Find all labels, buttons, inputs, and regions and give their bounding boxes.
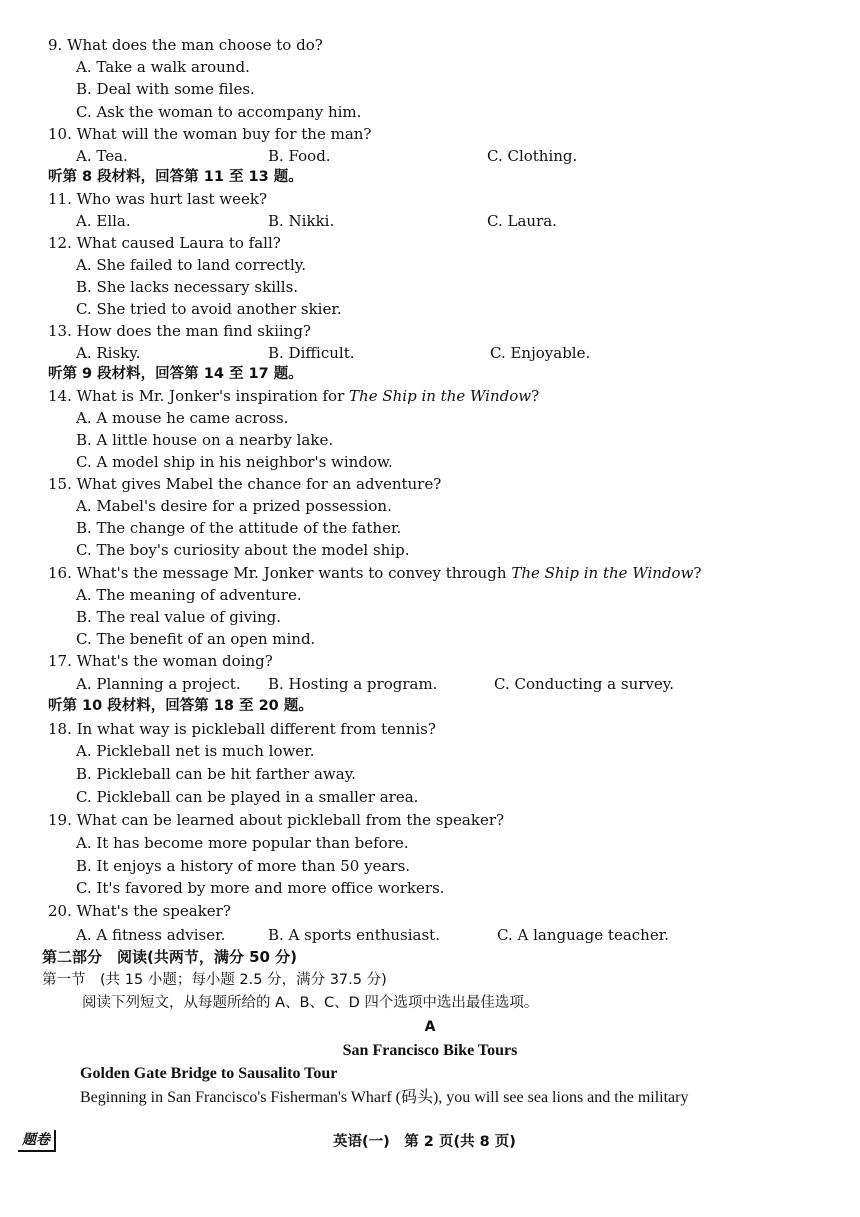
- answer-sheet-stamp: 题卷: [18, 1130, 56, 1152]
- section-header-8: 听第 8 段材料，回答第 11 至 13 题。: [48, 169, 303, 185]
- section-one-title: 第一节 (共 15 小题；每小题 2.5 分，满分 37.5 分): [42, 972, 387, 988]
- question-15: 15. What gives Mabel the chance for an adventure?: [48, 475, 442, 493]
- option-11b: B. Nikki.: [268, 212, 335, 230]
- option-16a: A. The meaning of adventure.: [76, 586, 302, 604]
- option-17b: B. Hosting a program.: [268, 675, 438, 693]
- option-20c: C. A language teacher.: [497, 926, 670, 944]
- tour-title: Golden Gate Bridge to Sausalito Tour: [80, 1065, 338, 1082]
- option-18a: A. Pickleball net is much lower.: [76, 742, 315, 760]
- option-19c: C. It's favored by more and more office workers.: [76, 879, 445, 897]
- option-13a: A. Risky.: [76, 344, 141, 362]
- question-16: [48, 562, 701, 584]
- section-header-9: 听第 9 段材料，回答第 14 至 17 题。: [48, 366, 303, 382]
- option-18b: B. Pickleball can be hit farther away.: [76, 765, 356, 783]
- passage-title: San Francisco Bike Tours: [342, 1042, 518, 1059]
- option-14b: B. A little house on a nearby lake.: [76, 431, 334, 449]
- option-20b: B. A sports enthusiast.: [268, 926, 440, 944]
- option-9b: B. Deal with some files.: [76, 80, 255, 98]
- option-17c: C. Conducting a survey.: [494, 675, 675, 693]
- passage-letter: A: [424, 1019, 436, 1035]
- section-header-10: 听第 10 段材料，回答第 18 至 20 题。: [48, 698, 313, 714]
- question-14-mark: ?: [531, 387, 540, 405]
- question-19: 19. What can be learned about pickleball from the speaker?: [48, 811, 505, 829]
- page-number: 英语(一) 第 2 页(共 8 页): [333, 1134, 516, 1150]
- option-9a: A. Take a walk around.: [76, 58, 250, 76]
- option-13b: B. Difficult.: [268, 344, 355, 362]
- option-14a: A. A mouse he came across.: [76, 409, 289, 427]
- option-15c: C. The boy's curiosity about the model ship.: [76, 541, 410, 559]
- option-12a: A. She failed to land correctly.: [76, 256, 307, 274]
- question-12: 12. What caused Laura to fall?: [48, 234, 281, 252]
- reading-instruction: 阅读下列短文，从每题所给的 A、B、C、D 四个选项中选出最佳选项。: [82, 995, 539, 1011]
- option-12b: B. She lacks necessary skills.: [76, 278, 299, 296]
- option-17a: A. Planning a project.: [76, 675, 241, 693]
- option-16b: B. The real value of giving.: [76, 608, 281, 626]
- option-11c: C. Laura.: [487, 212, 557, 230]
- option-16c: C. The benefit of an open mind.: [76, 630, 316, 648]
- option-10c: C. Clothing.: [487, 147, 578, 165]
- option-15b: B. The change of the attitude of the father.: [76, 519, 402, 537]
- option-18c: C. Pickleball can be played in a smaller area.: [76, 788, 419, 806]
- option-14c: C. A model ship in his neighbor's window.: [76, 453, 393, 471]
- question-14-book-title: The Ship in the Window: [349, 387, 532, 405]
- option-20a: A. A fitness adviser.: [76, 926, 226, 944]
- question-13: 13. How does the man find skiing?: [48, 322, 311, 340]
- question-16-text: 16. What's the message Mr. Jonker wants to convey through: [48, 564, 512, 582]
- option-19a: A. It has become more popular than before.: [76, 834, 409, 852]
- question-16-book-title: The Ship in the Window: [511, 564, 694, 582]
- question-16-mark: ?: [693, 564, 702, 582]
- question-9: 9. What does the man choose to do?: [48, 36, 323, 54]
- question-14: [48, 385, 539, 407]
- option-11a: A. Ella.: [76, 212, 131, 230]
- option-10b: B. Food.: [268, 147, 331, 165]
- option-13c: C. Enjoyable.: [490, 344, 591, 362]
- question-14-text: 14. What is Mr. Jonker's inspiration for: [48, 387, 350, 405]
- question-18: 18. In what way is pickleball different from tennis?: [48, 720, 436, 738]
- question-10: 10. What will the woman buy for the man?: [48, 125, 372, 143]
- part-two-title: 第二部分 阅读(共两节，满分 50 分): [42, 948, 298, 966]
- passage-first-line: Beginning in San Francisco's Fisherman's Wharf (码头), you will see sea lions and the military: [80, 1089, 689, 1106]
- question-17: 17. What's the woman doing?: [48, 652, 273, 670]
- option-19b: B. It enjoys a history of more than 50 years.: [76, 857, 411, 875]
- option-9c: C. Ask the woman to accompany him.: [76, 103, 362, 121]
- question-11: 11. Who was hurt last week?: [48, 190, 267, 208]
- option-15a: A. Mabel's desire for a prized possession.: [76, 497, 392, 515]
- option-12c: C. She tried to avoid another skier.: [76, 300, 342, 318]
- question-20: 20. What's the speaker?: [48, 902, 231, 920]
- option-10a: A. Tea.: [76, 147, 128, 165]
